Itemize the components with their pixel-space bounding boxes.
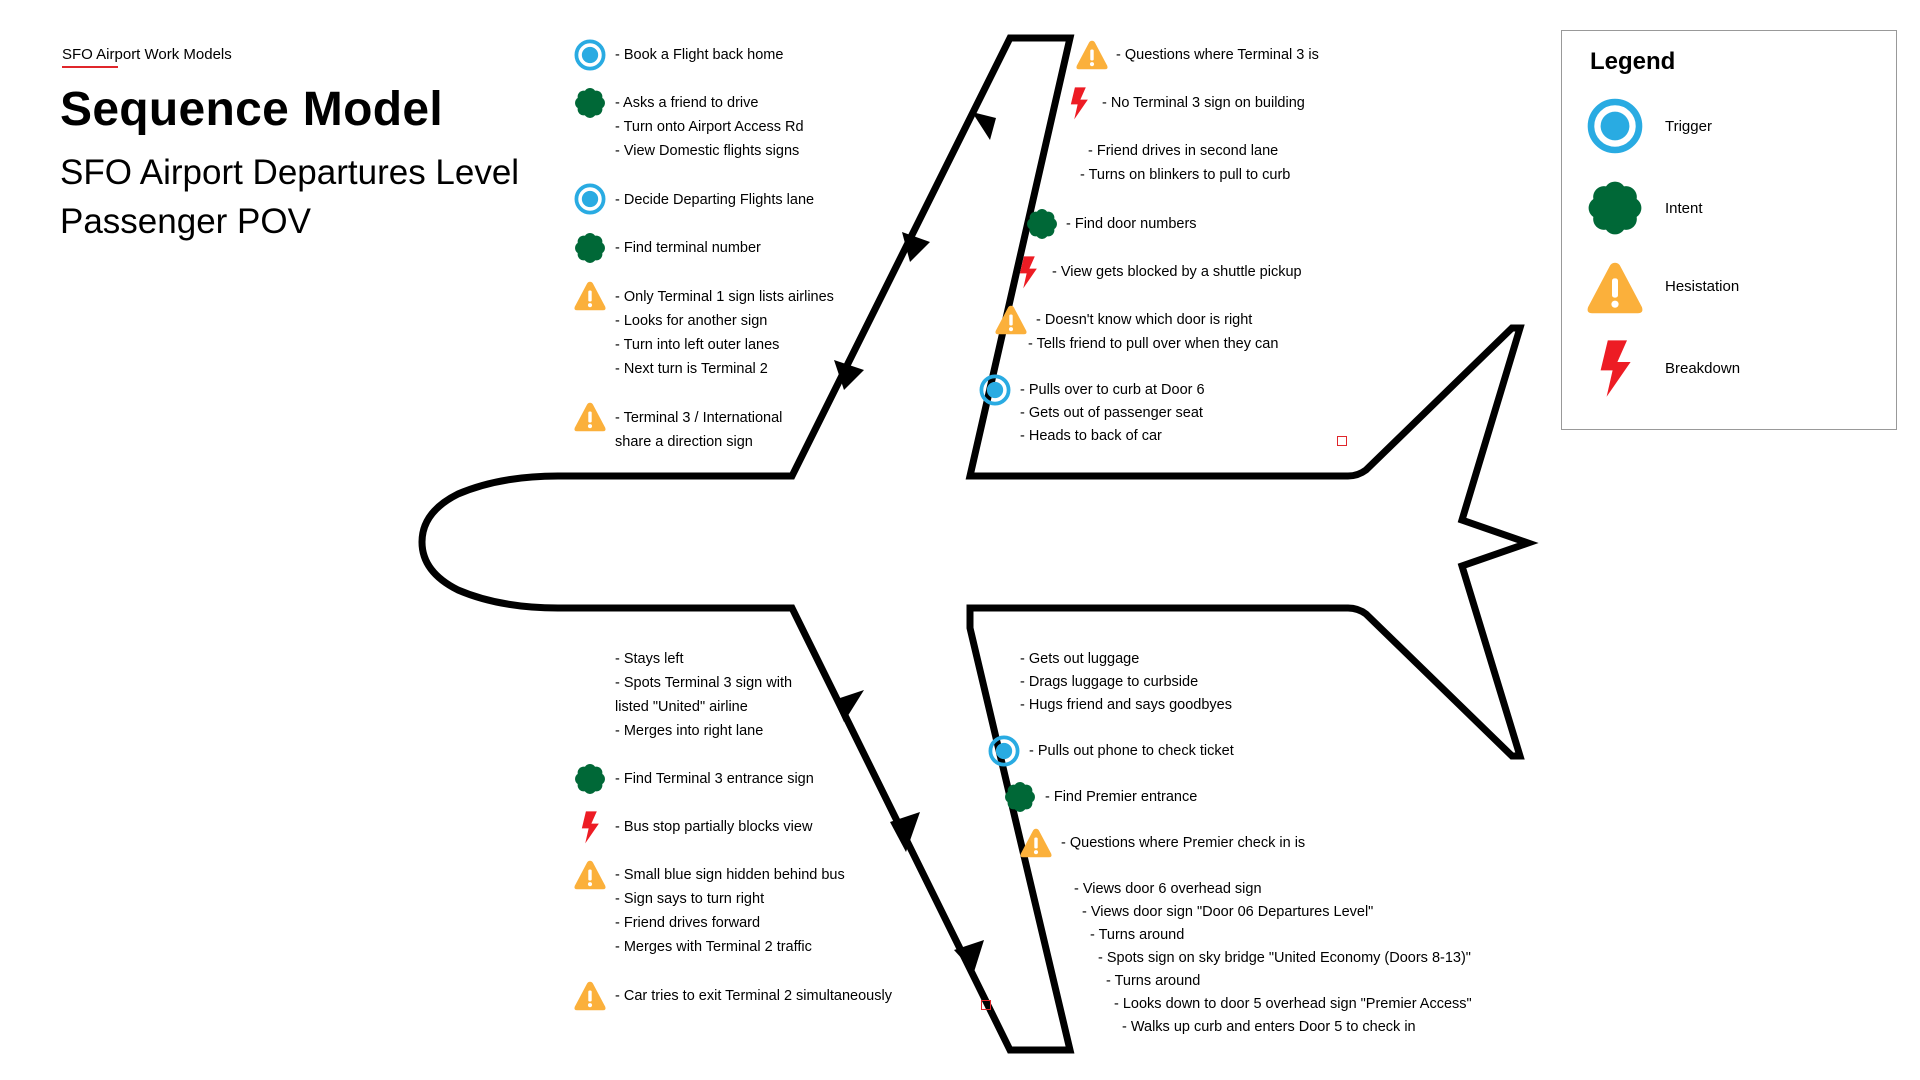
- step-text: - Turn onto Airport Access Rd: [615, 119, 804, 135]
- step-text: - Next turn is Terminal 2: [615, 361, 768, 377]
- legend-title: Legend: [1590, 48, 1676, 75]
- hesitation-icon: [994, 303, 1028, 337]
- hesitation-icon: [573, 400, 607, 434]
- subtitle-line-2: Passenger POV: [60, 202, 311, 241]
- subtitle-line-1: SFO Airport Departures Level: [60, 153, 520, 192]
- step-text: - Hugs friend and says goodbyes: [1020, 697, 1232, 713]
- legend-label-trigger: Trigger: [1665, 118, 1712, 135]
- step-text: - Views door sign "Door 06 Departures Level": [1082, 904, 1374, 920]
- step-text: - Heads to back of car: [1020, 428, 1162, 444]
- step-text: - Drags luggage to curbside: [1020, 674, 1199, 690]
- step-text: - Walks up curb and enters Door 5 to check in: [1122, 1019, 1416, 1035]
- breakdown-icon: [1062, 86, 1096, 120]
- step-text: - View gets blocked by a shuttle pickup: [1052, 264, 1302, 280]
- step-text: - View Domestic flights signs: [615, 143, 800, 159]
- hesitation-icon: [573, 279, 607, 313]
- trigger-icon: [987, 734, 1021, 768]
- step-text: - Asks a friend to drive: [615, 95, 759, 111]
- step-text: - Pulls over to curb at Door 6: [1020, 382, 1205, 398]
- legend-label-breakdown: Breakdown: [1665, 360, 1741, 377]
- page-title: Sequence Model: [60, 83, 443, 136]
- step-text: - Gets out of passenger seat: [1020, 405, 1203, 421]
- step-text: - Turn into left outer lanes: [615, 337, 780, 353]
- step-text: share a direction sign: [615, 434, 753, 450]
- step-text: - Friend drives forward: [615, 915, 761, 931]
- intent-icon: [1585, 178, 1645, 238]
- step-text: - Book a Flight back home: [615, 47, 784, 63]
- step-text: - Terminal 3 / International: [615, 410, 783, 426]
- step-text: - Friend drives in second lane: [1088, 143, 1279, 159]
- trigger-icon: [573, 182, 607, 216]
- intent-icon: [1003, 780, 1037, 814]
- hesitation-icon: [573, 979, 607, 1013]
- hesitation-icon: [1585, 258, 1645, 318]
- step-text: - Find terminal number: [615, 240, 761, 256]
- breakdown-icon: [1011, 255, 1045, 289]
- intent-icon: [573, 762, 607, 796]
- hesitation-icon: [573, 858, 607, 892]
- step-text: - Small blue sign hidden behind bus: [615, 867, 845, 883]
- step-text: - Questions where Terminal 3 is: [1116, 47, 1319, 63]
- header-small-subtitle: SFO Airport Work Models: [62, 46, 232, 63]
- page-subtitle: [60, 148, 519, 246]
- step-text: - Turns around: [1106, 973, 1201, 989]
- step-text: - Find Terminal 3 entrance sign: [615, 771, 814, 787]
- intent-icon: [573, 86, 607, 120]
- hesitation-icon: [1075, 38, 1109, 72]
- trigger-icon: [1585, 96, 1645, 156]
- trigger-icon: [978, 373, 1012, 407]
- anchor-marker: [981, 1000, 991, 1010]
- breakdown-icon: [573, 810, 607, 844]
- flow-arrow-2: [902, 232, 930, 262]
- step-text: - Pulls out phone to check ticket: [1029, 743, 1234, 759]
- step-text: - Looks down to door 5 overhead sign "Premier Access": [1114, 996, 1472, 1012]
- step-text: - Bus stop partially blocks view: [615, 819, 813, 835]
- step-text: - Car tries to exit Terminal 2 simultaneously: [615, 988, 892, 1004]
- step-text: - Stays left: [615, 651, 684, 667]
- step-text: - Doesn't know which door is right: [1036, 312, 1253, 328]
- trigger-icon: [573, 38, 607, 72]
- step-text: - Find Premier entrance: [1045, 789, 1198, 805]
- step-text: - Questions where Premier check in is: [1061, 835, 1306, 851]
- step-text: - Spots Terminal 3 sign with: [615, 675, 793, 691]
- step-text: - Turns on blinkers to pull to curb: [1080, 167, 1291, 183]
- step-text: - No Terminal 3 sign on building: [1102, 95, 1305, 111]
- breakdown-icon: [1585, 338, 1645, 398]
- step-text: - Decide Departing Flights lane: [615, 192, 815, 208]
- hesitation-icon: [1019, 826, 1053, 860]
- step-text: - Sign says to turn right: [615, 891, 765, 907]
- legend-label-intent: Intent: [1665, 200, 1703, 217]
- step-text: - Spots sign on sky bridge "United Economy (Doors 8-13)": [1098, 950, 1471, 966]
- anchor-marker: [1337, 436, 1347, 446]
- intent-icon: [573, 231, 607, 265]
- step-text: - Gets out luggage: [1020, 651, 1140, 667]
- step-text: - Views door 6 overhead sign: [1074, 881, 1262, 897]
- step-text: - Find door numbers: [1066, 216, 1197, 232]
- step-text: - Turns around: [1090, 927, 1185, 943]
- step-text: - Only Terminal 1 sign lists airlines: [615, 289, 834, 305]
- step-text: listed "United" airline: [615, 699, 748, 715]
- intent-icon: [1025, 207, 1059, 241]
- step-text: - Merges with Terminal 2 traffic: [615, 939, 812, 955]
- header-accent-underline: [62, 66, 118, 68]
- step-text: - Tells friend to pull over when they can: [1028, 336, 1279, 352]
- step-text: - Merges into right lane: [615, 723, 764, 739]
- legend-label-hesitation: Hesistation: [1665, 278, 1740, 295]
- step-text: - Looks for another sign: [615, 313, 768, 329]
- flow-arrow-1: [972, 112, 996, 140]
